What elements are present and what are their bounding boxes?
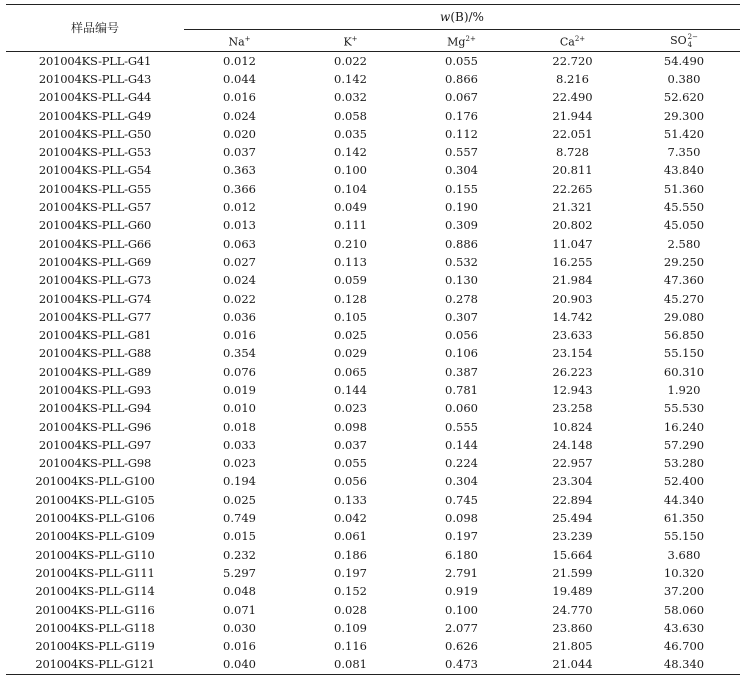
sample-id-header: 样品编号 [6, 5, 184, 52]
na-cell: 0.366 [223, 181, 256, 196]
mg-cell: 0.555 [445, 419, 478, 434]
na-cell: 0.232 [223, 547, 256, 562]
sample-id-cell: 201004KS-PLL-G100 [35, 474, 155, 489]
k-cell: 0.029 [334, 346, 367, 361]
k-cell: 0.023 [334, 401, 367, 416]
ca-cell: 12.943 [552, 382, 593, 397]
so4-cell: 7.350 [667, 145, 701, 160]
sample-id-cell: 201004KS-PLL-G97 [38, 437, 152, 452]
mg-cell: 0.144 [445, 437, 478, 452]
table-row [6, 564, 740, 582]
table-row [6, 290, 740, 308]
so4-cell: 43.630 [663, 620, 705, 635]
ca-cell: 22.265 [552, 181, 593, 196]
ca-cell: 24.770 [552, 602, 593, 617]
ca-cell: 22.957 [552, 456, 593, 471]
so4-cell: 37.200 [663, 584, 705, 599]
sample-id-cell: 201004KS-PLL-G73 [38, 273, 152, 288]
so4-cell: 29.250 [663, 254, 705, 269]
ca-cell: 26.223 [552, 364, 593, 379]
k-cell: 0.059 [334, 273, 367, 288]
so4-cell: 53.280 [663, 456, 705, 471]
table-row [6, 601, 740, 619]
sample-id-cell: 201004KS-PLL-G94 [38, 401, 152, 416]
sample-id-cell: 201004KS-PLL-G43 [38, 71, 152, 86]
k-cell: 0.113 [334, 254, 367, 269]
ca-cell: 21.044 [517, 656, 628, 675]
sample-id-cell: 201004KS-PLL-G119 [35, 639, 155, 654]
so4-cell: 52.620 [663, 90, 705, 105]
ca-cell: 22.894 [552, 492, 593, 507]
ca-cell: 20.802 [552, 218, 593, 233]
k-cell: 0.032 [334, 90, 367, 105]
k-cell: 0.056 [334, 474, 367, 489]
ion-subscript: 4 [687, 41, 693, 49]
na-cell: 0.063 [223, 236, 256, 251]
k-cell: 0.098 [334, 419, 367, 434]
k-header [295, 30, 406, 52]
ion-charge: 2+ [574, 34, 586, 43]
table-row [6, 125, 740, 143]
sample-id-cell: 201004KS-PLL-G114 [35, 584, 155, 599]
mg-cell: 0.557 [445, 145, 478, 160]
mg-cell: 0.067 [445, 90, 478, 105]
table-body [6, 52, 740, 675]
ca-cell: 8.728 [556, 145, 589, 160]
k-cell: 0.055 [334, 456, 367, 471]
mg-cell: 2.791 [445, 565, 478, 580]
table-row [6, 326, 740, 344]
ca-cell: 20.903 [552, 291, 593, 306]
composition-table [6, 4, 740, 675]
ca-cell: 21.599 [552, 565, 593, 580]
k-cell: 0.128 [334, 291, 367, 306]
mg-cell: 0.176 [445, 108, 478, 123]
na-cell: 0.037 [223, 145, 256, 160]
mg-cell: 0.626 [445, 639, 478, 654]
k-cell: 0.035 [334, 126, 367, 141]
mg-cell: 0.100 [445, 602, 478, 617]
k-cell: 0.104 [334, 181, 367, 196]
mg-cell: 0.060 [445, 401, 478, 416]
mg-cell: 0.387 [445, 364, 478, 379]
mg-cell: 0.473 [406, 656, 517, 675]
sample-id-cell: 201004KS-PLL-G121 [6, 656, 184, 675]
sample-id-cell: 201004KS-PLL-G88 [38, 346, 152, 361]
table-row [6, 272, 740, 290]
na-cell: 0.010 [223, 401, 256, 416]
na-cell: 0.027 [223, 254, 256, 269]
sample-id-cell: 201004KS-PLL-G105 [35, 492, 155, 507]
so4-cell: 58.060 [663, 602, 705, 617]
k-cell: 0.210 [334, 236, 367, 251]
so4-cell: 61.350 [663, 511, 705, 526]
mg-cell: 0.781 [445, 382, 478, 397]
so4-cell: 0.380 [667, 71, 701, 86]
table-row [6, 546, 740, 564]
ca-cell: 19.489 [552, 584, 593, 599]
sample-id-cell: 201004KS-PLL-G66 [38, 236, 152, 251]
na-cell: 0.016 [223, 90, 256, 105]
ion-symbol: SO [670, 34, 687, 47]
so4-cell: 55.150 [663, 346, 705, 361]
k-cell: 0.028 [334, 602, 367, 617]
k-cell: 0.116 [334, 639, 367, 654]
so4-cell: 43.840 [663, 163, 705, 178]
so4-cell: 51.420 [663, 126, 705, 141]
ca-cell: 23.239 [552, 529, 593, 544]
ion-symbol: Mg [447, 35, 466, 49]
mg-cell: 0.886 [445, 236, 478, 251]
ca-cell: 16.255 [552, 254, 593, 269]
table-row [6, 308, 740, 326]
k-cell: 0.186 [334, 547, 367, 562]
sample-id-cell: 201004KS-PLL-G93 [38, 382, 152, 397]
so4-cell: 60.310 [663, 364, 705, 379]
table-row [6, 400, 740, 418]
k-cell: 0.197 [334, 565, 367, 580]
sample-id-cell: 201004KS-PLL-G109 [35, 529, 155, 544]
na-cell: 0.024 [223, 108, 256, 123]
mg-cell: 0.304 [445, 163, 478, 178]
ion-charge: 2− [687, 33, 698, 41]
so4-cell: 54.490 [663, 53, 705, 68]
sample-id-cell: 201004KS-PLL-G74 [38, 291, 152, 306]
so4-cell: 16.240 [663, 419, 705, 434]
mg-cell: 0.106 [445, 346, 478, 361]
table-row [6, 363, 740, 381]
k-cell: 0.142 [334, 71, 367, 86]
na-cell: 0.076 [223, 364, 256, 379]
mg-cell: 0.745 [445, 492, 478, 507]
na-cell: 0.033 [223, 437, 256, 452]
so4-cell: 55.530 [663, 401, 705, 416]
table-row [6, 381, 740, 399]
table-row [6, 162, 740, 180]
na-cell: 0.015 [223, 529, 256, 544]
na-cell: 0.019 [223, 382, 256, 397]
table-row [6, 89, 740, 107]
sample-id-cell: 201004KS-PLL-G69 [38, 254, 152, 269]
sample-id-cell: 201004KS-PLL-G54 [38, 163, 152, 178]
ca-cell: 23.633 [552, 328, 593, 343]
table-row [6, 455, 740, 473]
table-row [6, 217, 740, 235]
so4-cell: 45.270 [663, 291, 705, 306]
table-row [6, 583, 740, 601]
mg-cell: 0.055 [445, 53, 478, 68]
so4-cell: 52.400 [663, 474, 705, 489]
na-cell: 0.044 [223, 71, 256, 86]
na-cell: 0.354 [223, 346, 256, 361]
k-cell: 0.037 [334, 437, 367, 452]
sample-id-cell: 201004KS-PLL-G98 [38, 456, 152, 471]
k-cell: 0.025 [334, 328, 367, 343]
table-row [6, 473, 740, 491]
sample-id-cell: 201004KS-PLL-G89 [38, 364, 152, 379]
so4-cell: 2.580 [667, 236, 701, 251]
na-cell: 0.194 [223, 474, 256, 489]
table-row [6, 528, 740, 546]
mg-cell: 0.307 [445, 309, 478, 324]
sample-id-cell: 201004KS-PLL-G106 [35, 511, 155, 526]
k-cell: 0.022 [334, 53, 367, 68]
table-row [6, 107, 740, 125]
mg-cell: 0.112 [445, 126, 478, 141]
so4-cell: 47.360 [663, 273, 705, 288]
table-row [6, 180, 740, 198]
so4-cell: 45.050 [663, 218, 705, 233]
table-row [6, 619, 740, 637]
sample-id-cell: 201004KS-PLL-G50 [38, 126, 152, 141]
ca-cell: 24.148 [552, 437, 593, 452]
k-cell: 0.081 [295, 656, 406, 675]
na-cell: 0.024 [223, 273, 256, 288]
k-cell: 0.109 [334, 620, 367, 635]
mg-cell: 0.309 [445, 218, 478, 233]
ca-cell: 21.984 [552, 273, 593, 288]
k-cell: 0.133 [334, 492, 367, 507]
mass-fraction-header [184, 5, 740, 30]
table-row [6, 253, 740, 271]
mg-cell: 2.077 [445, 620, 478, 635]
table-row [6, 656, 740, 675]
table-row [6, 235, 740, 253]
ion-charge-stack [688, 33, 698, 49]
table-row [6, 509, 740, 527]
so4-cell: 55.150 [663, 529, 705, 544]
sample-id-cell: 201004KS-PLL-G60 [38, 218, 152, 233]
ca-cell: 25.494 [552, 511, 593, 526]
mg-cell: 6.180 [445, 547, 478, 562]
so4-cell: 29.080 [663, 309, 705, 324]
na-cell: 0.036 [223, 309, 256, 324]
ca-cell: 15.664 [552, 547, 593, 562]
mg-cell: 0.304 [445, 474, 478, 489]
na-cell: 0.012 [223, 53, 256, 68]
so4-cell: 57.290 [663, 437, 705, 452]
so4-cell: 46.700 [663, 639, 705, 654]
ca-cell: 22.051 [552, 126, 593, 141]
na-cell: 0.749 [223, 511, 256, 526]
na-cell: 0.040 [184, 656, 295, 675]
sample-id-cell: 201004KS-PLL-G118 [35, 620, 155, 635]
sample-id-cell: 201004KS-PLL-G41 [38, 53, 152, 68]
sample-id-cell: 201004KS-PLL-G55 [38, 181, 152, 196]
ca-cell: 11.047 [552, 236, 593, 251]
mg-cell: 0.130 [445, 273, 478, 288]
na-cell: 0.363 [223, 163, 256, 178]
table-row [6, 418, 740, 436]
mass-fraction-unit: (B)/% [450, 9, 484, 24]
so4-header [628, 30, 740, 52]
k-cell: 0.144 [334, 382, 367, 397]
na-cell: 0.013 [223, 218, 256, 233]
so4-cell: 45.550 [663, 200, 705, 215]
na-cell: 0.012 [223, 200, 256, 215]
mg-cell: 0.190 [445, 200, 478, 215]
k-cell: 0.049 [334, 200, 367, 215]
sample-id-cell: 201004KS-PLL-G77 [38, 309, 152, 324]
mg-cell: 0.278 [445, 291, 478, 306]
k-cell: 0.105 [334, 309, 367, 324]
so4-cell: 56.850 [663, 328, 705, 343]
sample-id-cell: 201004KS-PLL-G44 [38, 90, 152, 105]
sample-id-cell: 201004KS-PLL-G110 [35, 547, 155, 562]
sample-id-cell: 201004KS-PLL-G116 [35, 602, 155, 617]
so4-cell: 44.340 [663, 492, 705, 507]
mg-cell: 0.532 [445, 254, 478, 269]
ion-charge: 2+ [465, 34, 476, 43]
sample-id-cell: 201004KS-PLL-G81 [38, 328, 152, 343]
sample-id-cell: 201004KS-PLL-G53 [38, 145, 152, 160]
ca-cell: 21.321 [552, 200, 593, 215]
so4-cell: 10.320 [663, 565, 705, 580]
k-cell: 0.065 [334, 364, 367, 379]
mg-cell: 0.098 [445, 511, 478, 526]
ca-cell: 20.811 [552, 163, 593, 178]
mg-cell: 0.056 [445, 328, 478, 343]
na-cell: 0.025 [223, 492, 256, 507]
na-cell: 0.022 [223, 291, 256, 306]
na-cell: 0.020 [223, 126, 256, 141]
sample-id-cell: 201004KS-PLL-G57 [38, 200, 152, 215]
table-row [6, 638, 740, 656]
k-cell: 0.061 [334, 529, 367, 544]
ca-cell: 14.742 [552, 309, 593, 324]
ca-cell: 21.944 [552, 108, 593, 123]
na-cell: 5.297 [223, 565, 256, 580]
na-cell: 0.071 [223, 602, 256, 617]
table-row [6, 52, 740, 71]
table-header [6, 5, 740, 52]
ca-cell: 23.304 [552, 474, 593, 489]
k-cell: 0.142 [334, 145, 367, 160]
ion-symbol: Ca [559, 35, 575, 49]
sample-id-cell: 201004KS-PLL-G111 [35, 565, 155, 580]
ca-cell: 23.860 [552, 620, 593, 635]
ca-cell: 23.154 [552, 346, 593, 361]
k-cell: 0.152 [334, 584, 367, 599]
k-cell: 0.111 [334, 218, 367, 233]
ca-cell: 22.720 [552, 53, 593, 68]
na-cell: 0.016 [223, 328, 256, 343]
ion-charge: + [244, 34, 251, 43]
table-row [6, 436, 740, 454]
table-row [6, 491, 740, 509]
so4-cell: 29.300 [663, 108, 705, 123]
so4-cell: 51.360 [663, 181, 705, 196]
ca-cell: 22.490 [552, 90, 593, 105]
so4-cell: 48.340 [628, 656, 740, 675]
mg-cell: 0.866 [445, 71, 478, 86]
mg-cell: 0.224 [445, 456, 478, 471]
ion-symbol: Na [228, 35, 245, 49]
k-cell: 0.058 [334, 108, 367, 123]
k-cell: 0.100 [334, 163, 367, 178]
na-cell: 0.016 [223, 639, 256, 654]
ca-cell: 10.824 [552, 419, 593, 434]
ca-cell: 23.258 [552, 401, 593, 416]
na-cell: 0.048 [223, 584, 256, 599]
table-row [6, 143, 740, 161]
table-row [6, 198, 740, 216]
table-row [6, 70, 740, 88]
mg-cell: 0.919 [445, 584, 478, 599]
na-cell: 0.018 [223, 419, 256, 434]
ion-charge: + [351, 34, 358, 43]
ion-symbol: K [343, 35, 352, 49]
so4-cell: 3.680 [667, 547, 701, 562]
k-cell: 0.042 [334, 511, 367, 526]
mass-fraction-symbol: w [440, 9, 451, 24]
sample-id-cell: 201004KS-PLL-G96 [38, 419, 152, 434]
so4-cell: 1.920 [667, 382, 701, 397]
ca-cell: 21.805 [552, 639, 593, 654]
sample-id-cell: 201004KS-PLL-G49 [38, 108, 152, 123]
na-cell: 0.030 [223, 620, 256, 635]
mg-header [406, 30, 517, 52]
na-cell: 0.023 [223, 456, 256, 471]
mg-cell: 0.155 [445, 181, 478, 196]
table-row [6, 345, 740, 363]
na-header [184, 30, 295, 52]
mg-cell: 0.197 [445, 529, 478, 544]
ca-header [517, 30, 628, 52]
ca-cell: 8.216 [556, 71, 589, 86]
